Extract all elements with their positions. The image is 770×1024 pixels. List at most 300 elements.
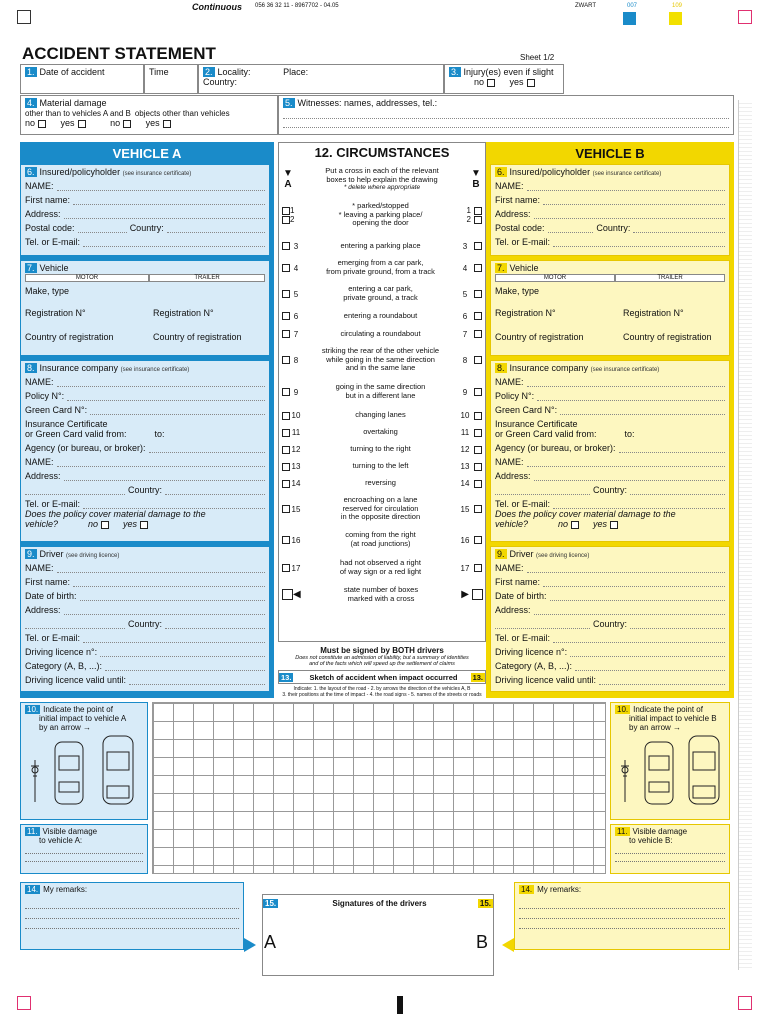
circumstance-a-checkbox[interactable] [282,264,290,272]
label: (see driving licence) [536,553,590,559]
section-number: 2. [205,67,213,77]
circumstance-text: entering a roundabout [343,310,418,320]
circumstance-b-checkbox[interactable] [474,290,482,298]
section-number: 10. [617,705,629,714]
signatures-box[interactable] [262,894,494,976]
label: First name: [25,195,71,205]
section-number: 9. [27,549,35,559]
circumstance-b-checkbox[interactable] [474,564,482,572]
section-number: 13. [281,672,292,682]
corner-mark [17,996,31,1010]
arrow-b-icon [502,938,514,952]
circumstance-text: going in the same direction but in a different lane [335,382,426,400]
label: Locality: [217,67,251,77]
label: to: [624,429,635,439]
driver-address-field[interactable] [25,601,265,615]
circumstance-row [279,407,485,424]
circumstance-text: * parked/stopped * leaving a parking place/ opening the door [338,201,423,228]
label: Insured/policyholder [39,167,121,177]
circumstance-text: overtaking [363,427,398,437]
label: Driver [509,549,534,559]
insured-name-field[interactable] [25,177,265,191]
driver-tel-field[interactable] [495,629,725,643]
cover-yes-checkbox[interactable] [610,521,618,529]
circumstance-number: 2 [290,215,295,224]
section-number: 15. [479,898,491,908]
circumstance-row [279,307,485,325]
circumstance-a-checkbox[interactable] [282,463,290,471]
label: Tel. or E-mail: [25,237,81,247]
label: Driving licence n°: [495,647,568,657]
label: Category (A, B, ...): [25,661,103,671]
label: Place: [283,67,309,77]
material-damage [20,95,278,135]
sketch-grid[interactable] [152,702,606,874]
label: Insured/policyholder [509,167,591,177]
label: NAME: [495,457,524,467]
sketch-header [278,670,486,684]
label: Postal code: [495,223,545,233]
label: no [474,77,485,87]
section-number: 13. [472,672,483,682]
vehicle-section-a [20,260,270,356]
label: (see driving licence) [66,553,120,559]
driver-first-name-field[interactable] [495,573,725,587]
visible-damage-b[interactable] [610,824,730,874]
circumstance-b-checkbox[interactable] [474,388,482,396]
delete-note: * delete where appropriate [343,184,421,191]
circumstance-a-checkbox[interactable] [282,429,290,437]
column-a-header: ▼ A [283,167,293,190]
driver-country-field[interactable] [495,615,725,629]
label: Witnesses: names, addresses, tel.: [297,98,438,108]
label: Material damage [39,98,107,108]
label: NAME: [25,457,54,467]
label: Visible damage [42,827,98,836]
label: other than to vehicles A and B [25,109,131,118]
driver-name-field[interactable] [25,559,265,573]
insured-first-name-field[interactable] [25,191,265,205]
policy-number-field[interactable] [25,387,265,401]
circumstance-b-checkbox[interactable] [474,330,482,338]
label: yes [123,519,138,529]
registration-mark [397,996,403,1014]
signature-label-b: B [476,932,489,952]
label: Country: [128,485,163,495]
circumstance-number: 9 [462,387,468,397]
circumstance-a-checkbox[interactable] [282,536,290,544]
label: Date of accident [39,67,105,77]
circumstance-number: 3 [462,241,468,251]
label: My remarks: [537,885,582,894]
circumstance-row [279,193,485,237]
circumstance-number: 14 [291,479,301,488]
circumstance-row [279,255,485,281]
label: Driving licence valid until: [25,675,127,685]
label: Tel. or E-mail: [495,633,551,643]
label: vehicle? [495,519,529,529]
green-card-field[interactable] [25,401,265,415]
label: Country: [593,485,628,495]
cover-question: Does the policy cover material damage to the [495,509,676,519]
label: Tel. or E-mail: [495,237,551,247]
injury-no-checkbox[interactable] [487,79,495,87]
label: Address: [25,605,61,615]
green-card-field[interactable] [495,401,725,415]
insured-address-field[interactable] [495,205,725,219]
count-box-b[interactable] [472,589,483,600]
insured-postal-field[interactable] [495,219,725,233]
label: Date of birth: [25,591,77,601]
registration-trailer[interactable]: Registration N° [623,308,684,318]
circumstance-b-checkbox[interactable] [474,356,482,364]
objects-no-checkbox[interactable] [123,120,131,128]
double-box-a [279,206,294,224]
licence-number-field[interactable] [495,643,725,657]
circumstance-number: 12 [291,445,301,454]
intro-line: boxes to help explain the drawing [326,175,438,184]
label: My remarks: [43,885,88,894]
circumstance-b-checkbox[interactable] [474,312,482,320]
agency-name-field[interactable] [495,453,725,467]
circumstance-number: 8 [293,355,299,365]
label: Address: [495,209,531,219]
cover-yes-checkbox[interactable] [140,521,148,529]
label: 3. their positions at the time of impact - 4. the road signs - 5. names of the streets or roads [282,692,482,698]
signature-label-a: A [264,932,277,952]
signing-note [278,646,486,667]
label: Time [149,67,169,77]
brand-logo: Continuous [192,2,242,12]
circumstance-row [279,492,485,526]
date-of-accident[interactable] [20,64,144,94]
label: B [472,178,480,190]
insurance-name-field[interactable] [495,373,725,387]
licence-number-field[interactable] [25,643,265,657]
vehicle-section-b [490,260,730,356]
label: Date of birth: [495,591,547,601]
circumstance-number: 15 [460,504,470,514]
circumstance-number: 6 [293,311,299,321]
label: Driver [39,549,64,559]
circumstance-number: 11 [291,428,301,437]
vehicle-b-title: VEHICLE B [575,146,645,161]
label: Visible damage [632,827,688,836]
circumstance-b-checkbox[interactable] [474,536,482,544]
color-label-yellow: 109 [672,3,683,9]
witnesses-field[interactable] [278,95,734,135]
count-box-a[interactable] [282,589,293,600]
policy-number-field[interactable] [495,387,725,401]
agency-country-field[interactable] [495,481,725,495]
section-number: 11. [617,827,628,836]
circumstance-number: 1 [466,205,471,215]
circumstance-a-checkbox[interactable] [282,207,290,215]
label: Country: [128,619,163,629]
label: NAME: [25,181,54,191]
registration-motor[interactable]: Registration N° [495,308,556,318]
circumstance-b-checkbox[interactable] [474,446,482,454]
valid-from-field[interactable] [495,429,725,439]
circumstance-number: 1 [290,205,295,215]
label: Indicate the point of [43,705,113,714]
state-count-row: ◀ state number of boxes marked with a cross ▶ [279,586,485,603]
circumstance-b-checkbox[interactable] [474,412,482,420]
driver-tel-field[interactable] [25,629,265,643]
label: Signatures of the drivers [332,898,427,908]
valid-from-field[interactable] [25,429,265,439]
circumstance-number: 16 [291,535,301,545]
section-number: 8. [27,363,35,373]
driver-section-a [20,546,270,692]
circumstance-b-checkbox[interactable] [474,207,482,215]
driver-country-field[interactable] [25,615,265,629]
vehicles-yes-checkbox[interactable] [78,120,86,128]
circumstance-row [279,325,485,343]
circumstance-a-checkbox[interactable] [282,312,290,320]
label: (see insurance certificate) [590,367,660,373]
circumstance-a-checkbox[interactable] [282,505,290,513]
insured-address-field[interactable] [25,205,265,219]
circumstance-a-checkbox[interactable] [282,388,290,396]
label: Indicate the point of [633,705,703,714]
label: Driving licence n°: [25,647,98,657]
circumstance-row [279,281,485,307]
circumstance-number: 14 [460,479,470,488]
make-type-field[interactable]: Make, type [25,286,70,296]
label: vehicle? [25,519,59,529]
country-registration-trailer[interactable]: Country of registration [153,332,242,342]
insured-tel-field[interactable] [495,233,725,247]
sheet-number: Sheet 1/2 [520,53,555,62]
circumstance-number: 17 [460,563,470,573]
circumstance-number: 6 [462,311,468,321]
insured-postal-field[interactable] [25,219,265,233]
insurance-name-field[interactable] [25,373,265,387]
circumstances-section [278,142,486,642]
label: Country: [593,619,628,629]
section-number: 7. [27,263,35,273]
state-label: state number of boxes marked with a cross [343,585,419,603]
label: NAME: [495,563,524,573]
insured-tel-field[interactable] [25,233,265,247]
circumstance-text: circulating a roundabout [340,328,421,338]
corner-mark [738,10,752,24]
label: Agency (or bureau, or broker): [25,443,146,453]
label: (see insurance certificate) [592,171,662,177]
circumstance-a-checkbox[interactable] [282,330,290,338]
circumstance-a-checkbox[interactable] [282,564,290,572]
label: Tel. or E-mail: [25,633,81,643]
section-number: 1. [27,67,35,77]
driver-address-field[interactable] [495,601,725,615]
label: Insurance company [39,363,119,373]
circumstance-text: encroaching on a lane reserved for circulation in the opposite direction [340,495,421,522]
circumstance-a-checkbox[interactable] [282,480,290,488]
section-number: 5. [285,98,293,108]
licence-valid-field[interactable] [495,671,725,685]
label: Address: [25,471,61,481]
motor-header: MOTOR [25,274,149,282]
circumstance-number: 7 [462,329,468,339]
label: First name: [495,577,541,587]
motor-header: MOTOR [495,274,615,282]
label: Country: [596,223,631,233]
agency-name-field[interactable] [25,453,265,467]
intro-line: Put a cross in each of the relevant [325,166,439,175]
label: Category (A, B, ...): [495,661,573,671]
circumstance-text: turning to the right [350,444,411,454]
vehicle-diagram-icon[interactable] [615,732,727,812]
label: initial impact to vehicle A [39,714,127,723]
label: Green Card N°: [25,405,88,415]
category-field[interactable] [495,657,725,671]
cover-no-checkbox[interactable] [101,521,109,529]
section-number: 6. [497,167,505,177]
label: or Green Card valid from: [495,429,597,439]
circumstance-a-checkbox[interactable] [282,216,290,224]
registration-trailer[interactable]: Registration N° [153,308,214,318]
agency-field[interactable] [495,439,725,453]
circumstance-row [279,343,485,377]
insured-name-field[interactable] [495,177,725,191]
vehicles-no-checkbox[interactable] [38,120,46,128]
locality-field[interactable] [198,64,444,94]
make-type-field[interactable]: Make, type [495,286,540,296]
insurance-section-a [20,360,270,542]
circumstance-b-checkbox[interactable] [474,429,482,437]
circumstance-number: 4 [293,263,299,273]
circumstance-number: 4 [462,263,468,273]
label: NAME: [25,377,54,387]
insured-section-a [20,164,270,256]
label: NAME: [495,377,524,387]
circumstance-number: 9 [293,387,299,397]
label: or Green Card valid from: [25,429,127,439]
circumstance-number: 12 [460,445,470,454]
circumstance-a-checkbox[interactable] [282,356,290,364]
label: Insurance company [509,363,589,373]
form-code: 056 36 32 11 - 8967702 - 04.05 [255,3,339,9]
circumstance-number: 10 [460,411,470,420]
label: no [558,519,569,529]
circumstance-a-checkbox[interactable] [282,446,290,454]
circumstance-row [279,237,485,255]
label: Country: [129,223,164,233]
licence-valid-field[interactable] [25,671,265,685]
time-field[interactable] [144,64,198,94]
circumstance-text: coming from the right (at road junctions) [345,530,416,548]
remarks-b[interactable] [514,882,730,950]
circumstance-b-checkbox[interactable] [474,480,482,488]
label: yes [60,118,75,128]
label: to: [154,429,165,439]
circumstance-text: had not observed a right of way sign or a red light [339,558,422,576]
label: First name: [25,577,71,587]
injury-field [444,64,564,94]
category-field[interactable] [25,657,265,671]
label: Address: [25,209,61,219]
visible-damage-a[interactable] [20,824,148,874]
driver-dob-field[interactable] [25,587,265,601]
country-registration-motor[interactable]: Country of registration [25,332,114,342]
label: objects other than vehicles [134,109,230,118]
circumstance-number: 5 [462,289,468,299]
section-number: 15. [265,898,277,908]
label: Tel. or E-mail: [25,499,81,509]
section-number: 14. [521,885,533,894]
agency-country-field[interactable] [25,481,265,495]
label: Indicate: 1. the layout of the road - 2. by arrows the direction of the vehicles A, B [293,686,471,692]
agency-field[interactable] [25,439,265,453]
circumstance-number: 11 [460,428,470,437]
injury-yes-checkbox[interactable] [527,79,535,87]
circumstances-title: 12. CIRCUMSTANCES [314,145,450,160]
agency-tel-field[interactable] [25,495,265,509]
cover-no-checkbox[interactable] [571,521,579,529]
circumstance-b-checkbox[interactable] [474,216,482,224]
label: yes [593,519,608,529]
section-number: 10. [27,705,39,714]
driver-first-name-field[interactable] [25,573,265,587]
objects-yes-checkbox[interactable] [163,120,171,128]
registration-motor[interactable]: Registration N° [25,308,86,318]
corner-mark [738,996,752,1010]
country-registration-motor[interactable]: Country of registration [495,332,584,342]
circumstance-b-checkbox[interactable] [474,505,482,513]
agency-address-field[interactable] [25,467,265,481]
column-b-header: ▼ B [471,167,481,190]
section-number: 9. [497,549,505,559]
insured-first-name-field[interactable] [495,191,725,205]
label: Address: [495,605,531,615]
driver-section-b [490,546,730,692]
circumstance-b-checkbox[interactable] [474,264,482,272]
circumstance-a-checkbox[interactable] [282,412,290,420]
driver-name-field[interactable] [495,559,725,573]
label: Sketch of accident when impact occurred [309,672,458,682]
vehicle-diagram-icon[interactable] [25,732,143,812]
label: no [88,519,99,529]
circumstance-number: 7 [293,329,299,339]
label: Must be signed by BOTH drivers [320,646,444,655]
circumstance-row [279,377,485,407]
circumstance-text: striking the rear of the other vehicle while going in the same direction and in the same lane [321,346,440,373]
label: Green Card N°: [495,405,558,415]
vehicle-a-title: VEHICLE A [112,146,182,161]
circumstance-row [279,475,485,492]
label: Agency (or bureau, or broker): [495,443,616,453]
section-number: 8. [497,363,505,373]
section-number: 11. [27,827,38,836]
impact-section-b [610,702,730,820]
circumstance-b-checkbox[interactable] [474,242,482,250]
corner-mark [17,10,31,24]
agency-address-field[interactable] [495,467,725,481]
label: to vehicle B: [629,836,673,845]
remarks-a[interactable] [20,882,244,950]
circumstance-a-checkbox[interactable] [282,290,290,298]
circumstance-b-checkbox[interactable] [474,463,482,471]
country-registration-trailer[interactable]: Country of registration [623,332,712,342]
circumstance-a-checkbox[interactable] [282,242,290,250]
label: (see insurance certificate) [120,367,190,373]
agency-tel-field[interactable] [495,495,725,509]
label: Vehicle [39,263,69,273]
circumstance-number: 2 [466,215,471,224]
circumstance-text: reversing [365,478,396,488]
driver-dob-field[interactable] [495,587,725,601]
